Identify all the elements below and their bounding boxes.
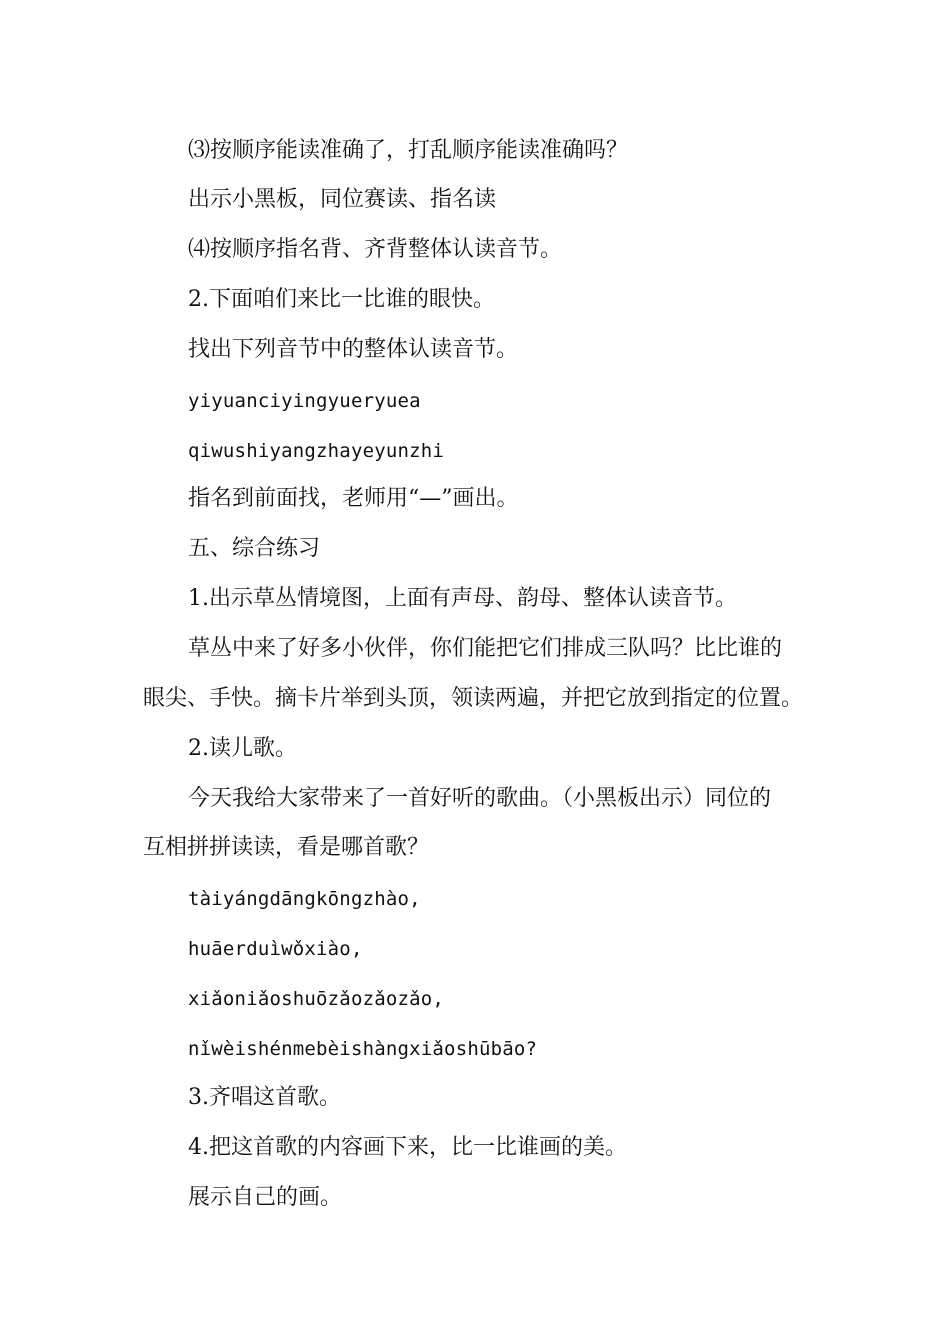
- pinyin-row-2: qiwushiyangzhayeyunzhi: [188, 440, 445, 462]
- paragraph-step-3: ⑶按顺序能读准确了，打乱顺序能读准确吗？: [188, 138, 629, 163]
- pinyin-song-line-4: nǐwèishénmebèishàngxiǎoshūbāo?: [188, 1038, 538, 1060]
- paragraph-grass-line-1: 草丛中来了好多小伙伴，你们能把它们排成三队吗？比比谁的: [188, 636, 783, 661]
- section-heading-practice: 五、综合练习: [188, 536, 321, 561]
- pinyin-row-1: yiyuanciyingyueryuea: [188, 390, 421, 412]
- paragraph-find-syllables: 找出下列音节中的整体认读音节。: [188, 337, 519, 362]
- paragraph-song-line-1: 今天我给大家带来了一首好听的歌曲。（小黑板出示）同位的: [188, 786, 772, 811]
- paragraph-practice-3: 3.齐唱这首歌。: [188, 1085, 341, 1110]
- paragraph-blackboard: 出示小黑板，同位赛读、指名读: [188, 187, 497, 212]
- paragraph-teacher-mark: 指名到前面找，老师用“—”画出。: [188, 486, 519, 511]
- paragraph-practice-1: 1.出示草丛情境图，上面有声母、韵母、整体认读音节。: [188, 586, 737, 611]
- paragraph-grass-line-2: 眼尖、手快。摘卡片举到头顶，领读两遍，并把它放到指定的位置。: [143, 686, 804, 711]
- paragraph-practice-2: 2.读儿歌。: [188, 736, 297, 761]
- pinyin-song-line-2: huāerduìwǒxiào,: [188, 938, 363, 960]
- paragraph-song-line-2: 互相拼拼读读，看是哪首歌？: [143, 835, 430, 860]
- pinyin-song-line-1: tàiyángdāngkōngzhào,: [188, 888, 421, 910]
- paragraph-show-drawings: 展示自己的画。: [188, 1185, 343, 1210]
- pinyin-song-line-3: xiǎoniǎoshuōzǎozǎozǎo,: [188, 988, 445, 1010]
- paragraph-step-4: ⑷按顺序指名背、齐背整体认读音节。: [188, 237, 563, 262]
- paragraph-practice-4: 4.把这首歌的内容画下来，比一比谁画的美。: [188, 1135, 627, 1160]
- paragraph-item-2: 2.下面咱们来比一比谁的眼快。: [188, 287, 495, 312]
